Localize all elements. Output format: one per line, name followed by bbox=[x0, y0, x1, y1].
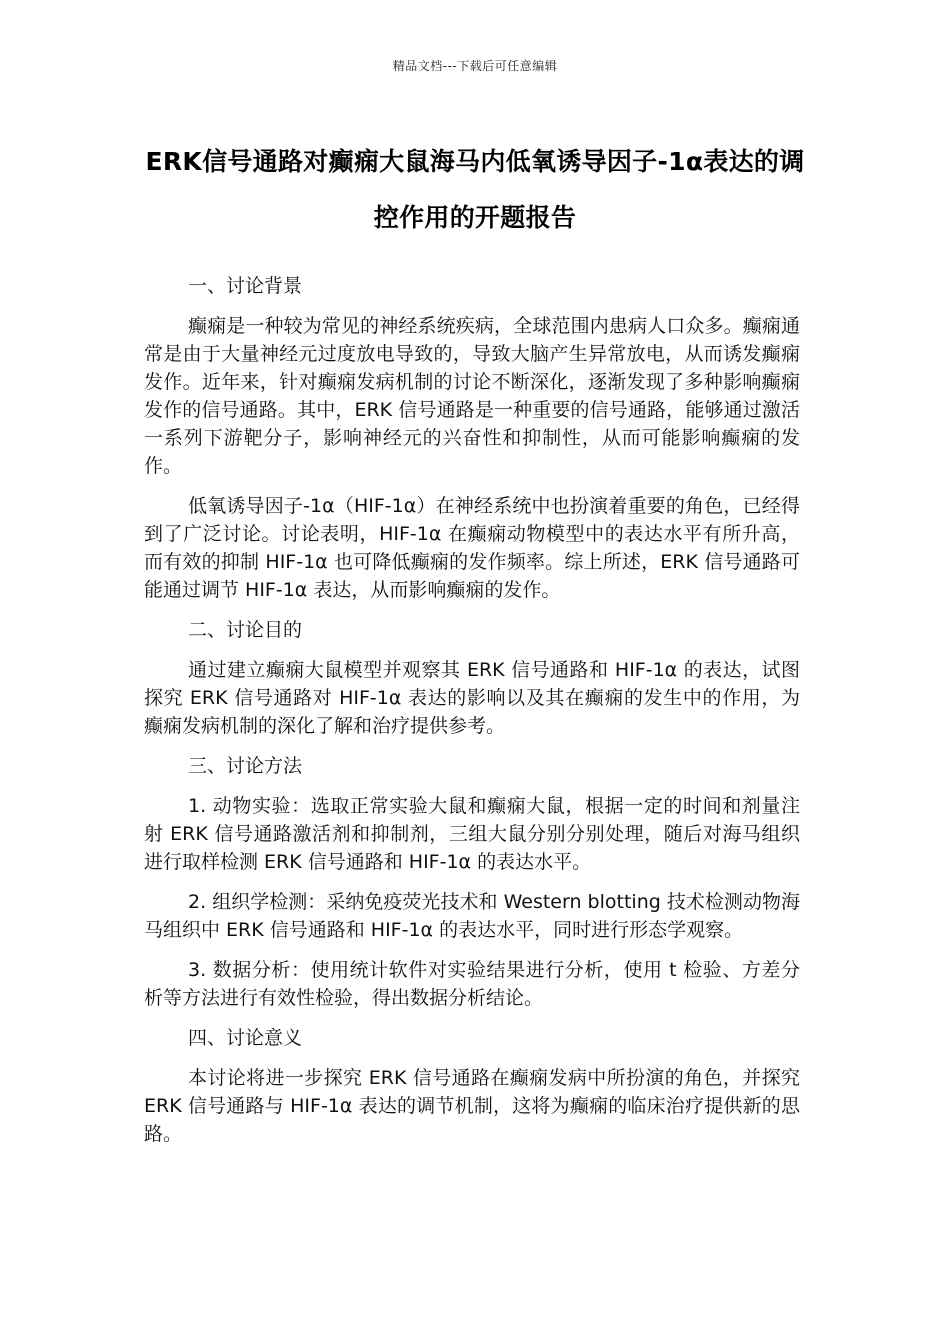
section-heading: 三、讨论方法 bbox=[188, 755, 303, 777]
section-heading: 二、讨论目的 bbox=[188, 619, 303, 641]
paragraph: 3. 数据分析：使用统计软件对实验结果进行分析，使用 t 检验、方差分析等方法进行有效性检验，得出数据分析结论。 bbox=[144, 959, 800, 1009]
paragraph: 通过建立癫痫大鼠模型并观察其 ERK 信号通路和 HIF-1α 的表达，试图探究 ERK 信号通路对 HIF-1α 表达的影响以及其在癫痫的发生中的作用，为癫痫发病机制的深化了解和治疗提供参考。 bbox=[144, 659, 800, 737]
document-title: ERK信号通路对癫痫大鼠海马内低氧诱导因子-1α表达的调控作用的开题报告 bbox=[145, 147, 805, 232]
paragraph: 低氧诱导因子-1α（HIF-1α）在神经系统中也扮演着重要的角色，已经得到了广泛讨论。讨论表明，HIF-1α 在癫痫动物模型中的表达水平有所升高，而有效的抑制 HIF-1α 也可降低癫痫的发作频率。综上所述，ERK 信号通路可能通过调节 HIF-1α 表达，从而影响癫痫的发作。 bbox=[144, 495, 800, 601]
document-body bbox=[144, 272, 800, 1160]
paragraph: 本讨论将进一步探究 ERK 信号通路在癫痫发病中所扮演的角色，并探究 ERK 信号通路与 HIF-1α 表达的调节机制，这将为癫痫的临床治疗提供新的思路。 bbox=[144, 1067, 800, 1145]
header-note: 精品文档---下载后可任意编辑 bbox=[392, 59, 558, 73]
paragraph: 2. 组织学检测：采纳免疫荧光技术和 Western blotting 技术检测动物海马组织中 ERK 信号通路和 HIF-1α 的表达水平，同时进行形态学观察。 bbox=[144, 891, 800, 941]
paragraph: 1. 动物实验：选取正常实验大鼠和癫痫大鼠，根据一定的时间和剂量注射 ERK 信号通路激活剂和抑制剂，三组大鼠分别分别处理，随后对海马组织进行取样检测 ERK 信号通路和 HIF-1α 的表达水平。 bbox=[144, 795, 800, 873]
section-heading: 四、讨论意义 bbox=[188, 1027, 303, 1049]
paragraph: 癫痫是一种较为常见的神经系统疾病，全球范围内患病人口众多。癫痫通常是由于大量神经元过度放电导致的，导致大脑产生异常放电，从而诱发癫痫发作。近年来，针对癫痫发病机制的讨论不断深化，逐渐发现了多种影响癫痫发作的信号通路。其中，ERK 信号通路是一种重要的信号通路，能够通过激活一系列下游靶分子，影响神经元的兴奋性和抑制性，从而可能影响癫痫的发作。 bbox=[144, 315, 800, 477]
section-heading: 一、讨论背景 bbox=[188, 275, 303, 297]
